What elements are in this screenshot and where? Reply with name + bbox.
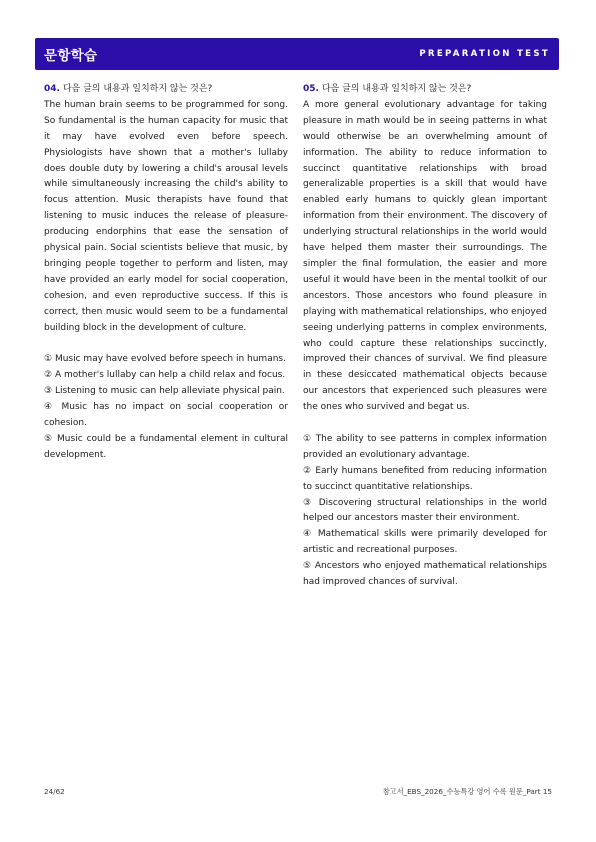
- question-passage: The human brain seems to be programmed for song. So fundamental is the human capacity for music that it may have evolved even before speech. Physiologists have shown that a mother's lullaby does double duty by lowering a child's arousal levels while simultaneously increasing the child's ability to focus attention. Music therapists have found that listening to music induces the release of pleasure-producing endorphins that ease the sensation of physical pain. Social scientists believe that music, by bringing people together to perform and listen, may have provided an early model for social cooperation, cohesion, and even reproductive success. If this is correct, then music would seem to be a fundamental building block in the development of culture.: [44, 99, 288, 333]
- answer-option: [44, 368, 288, 384]
- option-text: Music has no impact on social cooperation or cohesion.: [44, 402, 288, 429]
- question-number: 05.: [303, 84, 319, 94]
- option-mark: ③: [303, 497, 314, 508]
- page-number: 24/62: [44, 787, 65, 796]
- option-mark: ④: [303, 529, 314, 540]
- question-05: [303, 82, 547, 591]
- source-label: 참고서_EBS_2026_수능특강 영어 수록 원문_Part 15: [382, 787, 552, 796]
- answer-option: [44, 400, 288, 432]
- option-text: A mother's lullaby can help a child relax and focus.: [54, 370, 286, 381]
- answer-option: [44, 384, 288, 400]
- page-header: [35, 38, 559, 70]
- question-heading: [44, 82, 288, 98]
- option-text: Music may have evolved before speech in humans.: [54, 354, 286, 365]
- option-text: The ability to see patterns in complex information provided an evolutionary advantage.: [303, 433, 547, 460]
- answer-option: [303, 432, 547, 464]
- answer-option: [303, 464, 547, 496]
- question-heading: [303, 82, 547, 98]
- option-mark: ②: [303, 465, 312, 476]
- answer-options: [44, 352, 288, 463]
- brand-title: 문항학습: [44, 48, 98, 64]
- option-text: Early humans benefited from reducing information to succinct quantitative relationships.: [303, 465, 547, 492]
- question-title: 다음 글의 내용과 일치하지 않는 것은?: [62, 84, 213, 94]
- option-mark: ⑤: [303, 561, 312, 572]
- answer-option: [303, 496, 547, 528]
- answer-option: [44, 352, 288, 368]
- option-mark: ①: [44, 354, 53, 365]
- question-number: 04.: [44, 84, 60, 94]
- option-text: Ancestors who enjoyed mathematical relationships had improved chances of survival.: [303, 561, 547, 588]
- option-text: Mathematical skills were primarily developed for artistic and recreational purposes.: [303, 529, 547, 556]
- question-04: [44, 82, 288, 464]
- option-mark: ③: [44, 386, 53, 397]
- option-mark: ④: [44, 402, 56, 413]
- option-text: Discovering structural relationships in the world helped our ancestors master their environment.: [303, 497, 547, 524]
- header-tag: PREPARATION TEST: [419, 49, 550, 59]
- answer-option: [44, 432, 288, 464]
- option-mark: ⑤: [44, 433, 54, 444]
- answer-option: [303, 559, 547, 591]
- question-title: 다음 글의 내용과 일치하지 않는 것은?: [321, 84, 472, 94]
- option-text: Listening to music can help alleviate physical pain.: [54, 386, 285, 397]
- answer-option: [303, 527, 547, 559]
- answer-options: [303, 432, 547, 591]
- question-passage: A more general evolutionary advantage for taking pleasure in math would be in seeing patterns in what would otherwise be an overwhelming amount of information. The ability to reduce information to succinct quantitative relationships with broad generalizable properties is a skill that would have enabled early humans to quickly glean important information from their environment. The discovery of underlying structural relationships in the world would have helped them master their surroundings. The simpler the final formulation, the easier and more useful it would have been in the mental toolkit of our ancestors. Those ancestors who found pleasure in playing with mathematical relationships, who enjoyed seeing underlying patterns in complex environments, who could capture these relationships succinctly, improved their chances of survival. We find pleasure in these desiccated mathematical objects because our ancestors that experienced such pleasures were the ones who survived and begat us.: [303, 99, 547, 413]
- option-mark: ②: [44, 370, 53, 381]
- option-text: Music could be a fundamental element in cultural development.: [44, 433, 288, 460]
- option-mark: ①: [303, 433, 312, 444]
